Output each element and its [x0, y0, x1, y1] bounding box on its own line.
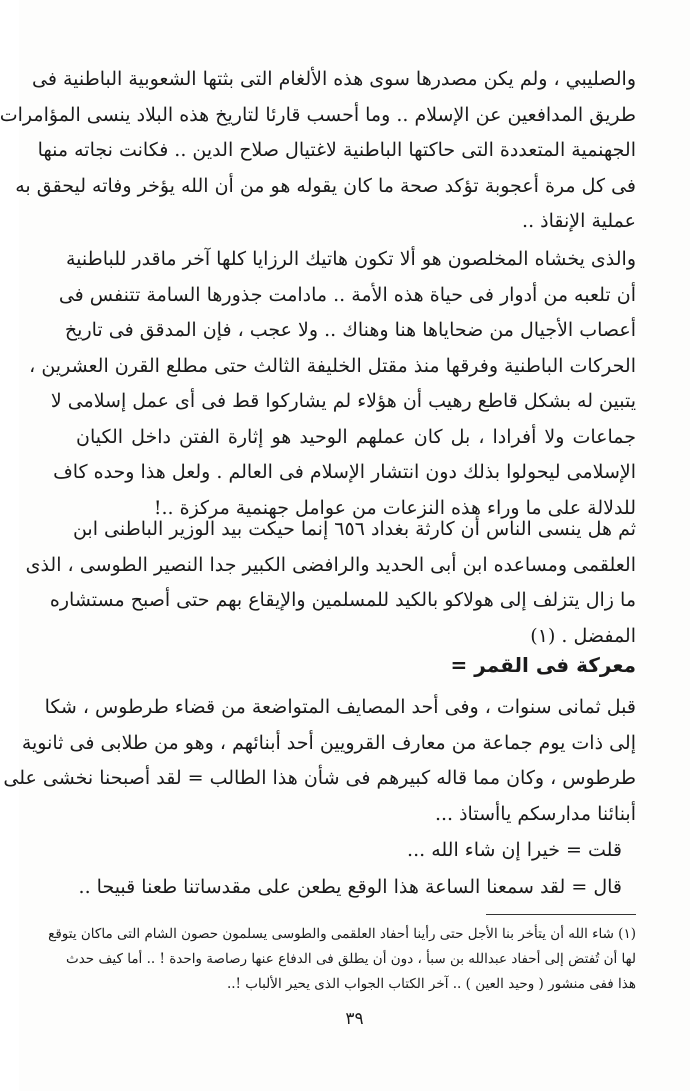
paragraph-line: والصليبي ، ولم يكن مصدرها سوى هذه الألغام التى بثتها الشعوبية الباطنية فى — [32, 68, 636, 90]
paragraph-line: الحركات الباطنية وفرقها منذ مقتل الخليفة الثالث حتى مطلع القرن العشرين ، — [29, 354, 636, 377]
paragraph-line: أعصاب الأجيال من ضحاياها هنا وهناك .. ولا عجب ، فإن المدقق فى تاريخ — [64, 319, 636, 341]
paragraph-line: فى كل مرة أعجوبة تؤكد صحة ما كان يقوله هو من أن الله يؤخر وفاته ليحقق به — [15, 174, 636, 197]
paragraph-line: والذى يخشاه المخلصون هو ألا تكون هاتيك الرزايا كلها آخر ماقدر للباطنية — [65, 248, 636, 270]
paragraph-line: أن تلعبه من أدوار فى حياة هذه الأمة .. مادامت جذورها السامة تتنفس فى — [58, 283, 636, 306]
paragraph-2 — [29, 242, 636, 526]
section-heading: معركة فى القمر = — [450, 653, 636, 677]
dialogue-text: قلت = خيرا إن شاء الله ... — [407, 839, 622, 861]
paragraph-line: للدلالة على ما وراء هذه النزعات من عوامل جهنمية مركزة ..! — [153, 496, 636, 519]
paragraph-line: ثم هل ينسى الناس أن كارثة بغداد ٦٥٦ إنما حيكت بيد الوزير الباطنى ابن — [72, 518, 636, 540]
paragraph-line: العلقمى ومساعده ابن أبى الحديد والرافضى الكبير جدا النصير الطوسى ، الذى — [25, 553, 636, 576]
paragraph-line: إلى ذات يوم جماعة من معارف القرويين أحد أبنائهم ، وهو من طلابى فى ثانوية — [21, 731, 636, 754]
paragraph-line: طرطوس ، وكان مما قاله كبيرهم فى شأن هذا الطالب = لقد أصبحنا نخشى على — [3, 767, 636, 789]
dialogue-line-2 — [76, 870, 636, 906]
paragraph-line: يتبين له بشكل قاطع رهيب أن هؤلاء لم يشاركوا قط فى أى عمل إسلامى لا — [50, 390, 636, 412]
paragraph-line: جماعات ولا أفرادا ، بل كان عملهم الوحيد هو إثارة الفتن داخل الكيان — [76, 425, 636, 448]
paragraph-line: الإسلامى ليحولوا بذلك دون انتشار الإسلام فى العالم . ولعل هذا وحده كاف — [53, 461, 636, 483]
paragraph-1 — [0, 62, 636, 240]
footnote — [48, 922, 636, 997]
dialogue-text: قال = لقد سمعنا الساعة هذا الوقع يطعن على مقدساتنا طعنا قبيحا .. — [78, 876, 622, 898]
paragraph-3 — [25, 512, 636, 654]
paragraph-line: عملية الإنقاذ .. — [522, 210, 636, 232]
page-number: ٣٩ — [345, 1009, 364, 1029]
footnote-line: هذا ففى منشور ( وحيد العين ) .. آخر الكتاب الجواب الذى يحير الألباب !.. — [226, 976, 636, 992]
paragraph-line: قبل ثمانى سنوات ، وفى أحد المصايف المتواضعة من قضاء طرطوس ، شكا — [44, 696, 636, 718]
paragraph-line: أبنائنا مدارسكم ياأستاذ ... — [434, 802, 636, 825]
paragraph-line: الجهنمية المتعددة التى حاكتها الباطنية لاغتيال صلاح الدين .. فكانت نجاته منها — [37, 139, 636, 161]
footnote-line: (١) شاء الله أن يتأخر بنا الأجل حتى رأينا أحفاد العلقمى والطوسى يسلمون حصون الشام التى ماكان يتوقع — [48, 926, 636, 942]
footnote-line: لها أن تُفتض إلى أحفاد عبدالله بن سبأ ، دون أن يطلق فى الدفاع عنها رصاصة واحدة ! .. أما كيف حدث — [66, 951, 636, 967]
footnote-reference-line: المفضل . (١) — [530, 624, 636, 647]
paragraph-line: طريق المدافعين عن الإسلام .. وما أحسب قارئا لتاريخ هذه البلاد ينسى المؤامرات — [0, 103, 636, 126]
section-paragraph — [3, 690, 636, 832]
dialogue-line-1 — [76, 833, 636, 869]
paragraph-line: ما زال يتزلف إلى هولاكو بالكيد للمسلمين والإيقاع بهم حتى أصبح مستشاره — [49, 589, 636, 611]
footnote-divider — [486, 914, 636, 915]
